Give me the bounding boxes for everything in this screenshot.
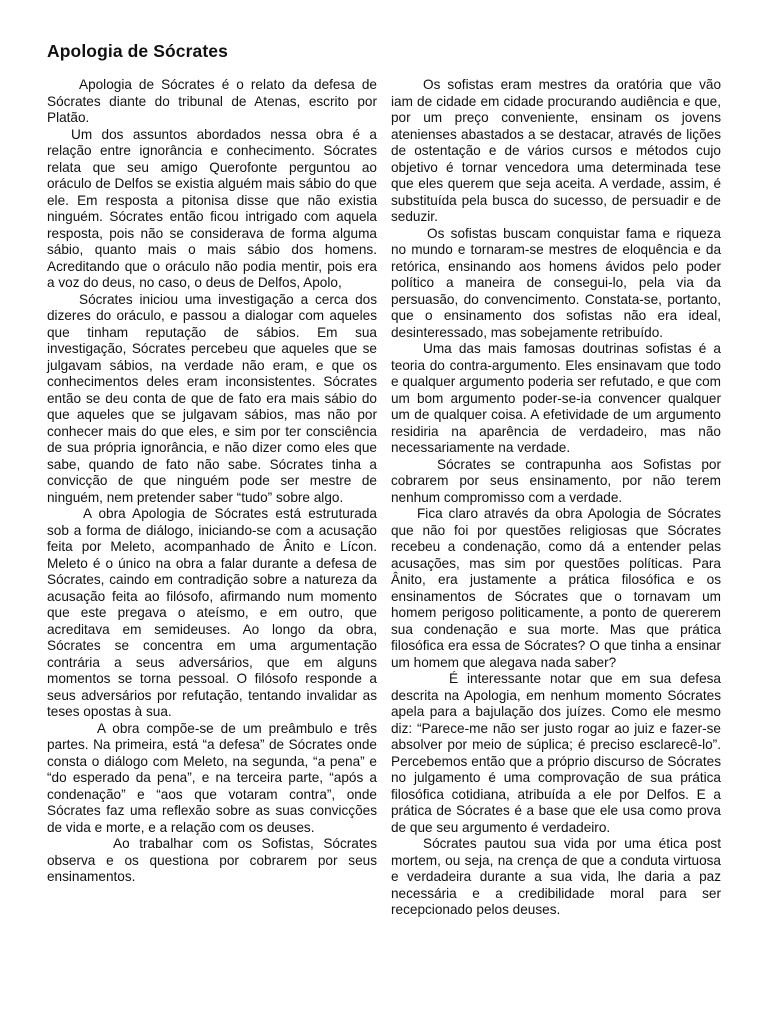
- paragraph: Uma das mais famosas doutrinas sofistas é a teoria do contra-argumento. Eles ensinavam que todo e qualquer argumento poderia ser refutado, e que com um bom argumento poder-se-ia convencer qualquer um de qualquer coisa. A efetividade de um argumento residiria na aparência de verdadeiro, mas não necessariamente na verdade.: [391, 341, 721, 455]
- paragraph: Apologia de Sócrates é o relato da defesa de Sócrates diante do tribunal de Atenas, escrito por Platão.: [47, 77, 377, 125]
- right-column: [391, 77, 721, 919]
- paragraph: Um dos assuntos abordados nessa obra é a relação entre ignorância e conhecimento. Sócrates relata que seu amigo Querofonte perguntou ao oráculo de Delfos se existia alguém mais sábio do que ele. Em resposta a pitonisa disse que não existia ninguém. Sócrates então ficou intrigado com aquela resposta, pois não se considerava de forma alguma sábio, quanto mais o mais sábio dos homens. Acreditando que o oráculo não podia mentir, pois era a voz do deus, no caso, o deus de Delfos, Apolo,: [47, 126, 377, 290]
- left-column: [47, 77, 377, 886]
- paragraph: Fica claro através da obra Apologia de Sócrates que não foi por questões religiosas que Sócrates recebeu a condenação, como dá a entender pelas acusações, mas sim por questões políticas. Para Ânito, era justamente a prática filosófica e os ensinamentos de Sócrates que o tornavam um homem perigoso politicamente, a ponto de quererem sua condenação e sua morte. Mas que prática filosófica era essa de Sócrates? O que tinha a ensinar um homem que alegava nada saber?: [391, 506, 721, 670]
- paragraph: A obra Apologia de Sócrates está estruturada sob a forma de diálogo, iniciando-se com a acusação feita por Meleto, acompanhado de Ânito e Lícon. Meleto é o único na obra a falar durante a defesa de Sócrates, caindo em contradição sobre a natureza da acusação feita ao filósofo, afirmando num momento que este pregava o ateísmo, e em outro, que acreditava em semideuses. Ao longo da obra, Sócrates se concentra em uma argumentação contrária a seus adversários, que em alguns momentos se torna pessoal. O filósofo responde a seus adversários por refutação, tentando invalidar as teses opostas à sua.: [47, 506, 377, 719]
- paragraph: Sócrates se contrapunha aos Sofistas por cobrarem por seus ensinamento, por não terem nenhum compromisso com a verdade.: [391, 456, 721, 505]
- paragraph: Sócrates iniciou uma investigação a cerca dos dizeres do oráculo, e passou a dialogar com aqueles que tinham reputação de sábios. Em sua investigação, Sócrates percebeu que aqueles que se julgavam sábios, na verdade não eram, e que os conhecimentos deles eram inconsistentes. Sócrates então se deu conta de que de fato era mais sábio do que aqueles que se julgavam sábios, mas não por conhecer mais do que eles, e sim por ter consciência de sua própria ignorância, e não dizer como eles que sabe, quando de fato não sabe. Sócrates tinha a convicção de que ninguém pode ser mestre de ninguém, nem pretender saber “tudo” sobre algo.: [47, 291, 377, 505]
- paragraph: Ao trabalhar com os Sofistas, Sócrates observa e os questiona por cobrarem por seus ensinamentos.: [47, 836, 377, 884]
- paragraph: Sócrates pautou sua vida por uma ética post mortem, ou seja, na crença de que a conduta virtuosa e verdadeira durante a sua vida, lhe daria a paz necessária e a credibilidade moral para ser recepcionado pelos deuses.: [391, 836, 721, 917]
- paragraph: Os sofistas buscam conquistar fama e riqueza no mundo e tornaram-se mestres de eloquência e da retórica, ensinando aos homens ávidos pelo poder político a maneira de consegui-lo, pela via da persuasão, do convencimento. Constata-se, portanto, que o ensinamento dos sofistas não era ideal, desinteressado, mas sobejamente retribuído.: [391, 225, 721, 340]
- paragraph: Os sofistas eram mestres da oratória que vão iam de cidade em cidade procurando audiência e que, por um preço conveniente, ensinam os jovens atenienses abastados a se destacar, através de lições de ostentação e de vários cursos e métodos cujo objetivo é tornar vencedora uma determinada tese que eles querem que seja aceita. A verdade, assim, é substituída pela busca do sucesso, de persuadir e de seduzir.: [391, 77, 721, 224]
- paragraph: É interessante notar que em sua defesa descrita na Apologia, em nenhum momento Sócrates apela para a bajulação dos juízes. Como ele mesmo diz: “Parece-me não ser justo rogar ao juiz e fazer-se absolver por meio de súplica; é preciso esclarecê-lo”. Percebemos então que a próprio discurso de Sócrates no julgamento é uma comprovação de sua prática filosófica cotidiana, atribuída a ele por Delfos. E a prática de Sócrates é a base que ele usa como prova de que seu argumento é verdadeiro.: [391, 671, 721, 835]
- page-title: Apologia de Sócrates: [47, 41, 228, 61]
- paragraph: A obra compõe-se de um preâmbulo e três partes. Na primeira, está “a defesa” de Sócrates onde consta o diálogo com Meleto, na segunda, “a pena” e “do esperado da pena”, e na terceira parte, “após a condenação” e “aos que votaram contra”, onde Sócrates faz uma reflexão sobre as suas convicções de vida e morte, e a relação com os deuses.: [47, 720, 377, 835]
